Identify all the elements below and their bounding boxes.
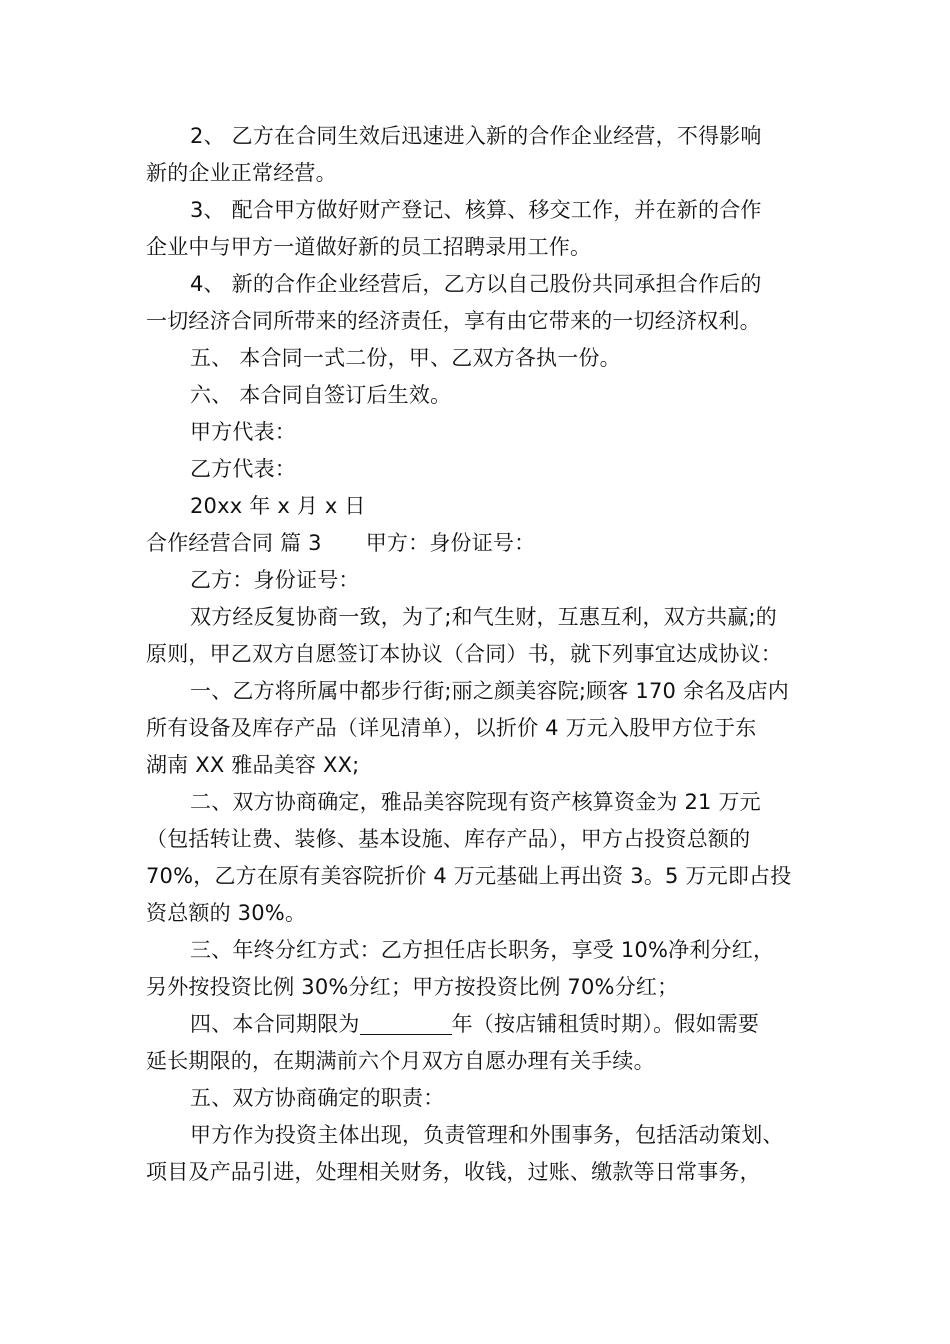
paragraph-line: 20xx 年 x 月 x 日 [190,494,366,518]
paragraph-line: 3、 配合甲方做好财产登记、核算、移交工作，并在新的合作 [190,198,762,222]
paragraph-line: 所有设备及库存产品（详见清单），以折价 4 万元入股甲方位于东 [146,716,757,740]
paragraph-line: 乙方代表： [190,457,296,481]
paragraph-line: 延长期限的，在期满前六个月双方自愿办理有关手续。 [146,1049,655,1073]
paragraph-line: 六、 本合同自签订后生效。 [190,383,452,407]
paragraph-line: 双方经反复协商一致，为了;和气生财，互惠互利，双方共赢;的 [190,605,777,629]
term-clause-prefix: 四、本合同期限为 [190,1012,360,1036]
paragraph-line: 70%，乙方在原有美容院折价 4 万元基础上再出资 3。5 万元即占投 [146,864,792,888]
paragraph-line: 2、 乙方在合同生效后迅速进入新的合作企业经营，不得影响 [190,124,762,148]
paragraph-line: 企业中与甲方一道做好新的员工招聘录用工作。 [146,235,592,259]
section-heading-line [146,525,812,562]
contract-terms-continued [146,118,812,525]
paragraph-line: 原则，甲乙双方自愿签订本协议（合同）书，就下列事宜达成协议： [146,642,782,666]
term-clause-line [146,1006,812,1043]
term-blank-field [360,1012,452,1035]
paragraph-line: 五、双方协商确定的职责： [190,1086,445,1110]
paragraph-line: 一切经济合同所带来的经济责任，享有由它带来的一切经济权利。 [146,309,761,333]
paragraph-line: 一、乙方将所属中都步行街;丽之颜美容院;顾客 170 余名及店内 [190,679,789,703]
paragraph-line: 甲方代表： [190,420,296,444]
section-heading: 合作经营合同 篇 3 [146,531,322,555]
contract-body [146,562,812,1006]
paragraph-line: 湖南 XX 雅品美容 XX; [146,753,360,777]
paragraph-line: （包括转让费、装修、基本设施、库存产品），甲方占投资总额的 [146,827,751,851]
paragraph-line: 新的企业正常经营。 [146,161,337,185]
paragraph-line: 甲方作为投资主体出现，负责管理和外围事务，包括活动策划、 [190,1123,784,1147]
document-page [146,118,812,1191]
paragraph-line: 乙方：身份证号： [190,568,360,592]
paragraph-line: 项目及产品引进，处理相关财务，收钱，过账、缴款等日常事务， [146,1160,761,1184]
paragraph-line: 资总额的 30%。 [146,901,307,925]
paragraph-line: 另外按投资比例 30%分红；甲方按投资比例 70%分红； [146,975,679,999]
paragraph-line: 三、年终分红方式：乙方担任店长职务，享受 10%净利分红， [190,938,775,962]
term-clause-suffix: 年（按店铺租赁时期）。假如需要 [451,1012,760,1036]
paragraph-line: 二、双方协商确定，雅品美容院现有资产核算资金为 21 万元 [190,790,761,814]
party-a-id-label: 甲方：身份证号： [365,531,536,555]
paragraph-line: 五、 本合同一式二份，甲、乙双方各执一份。 [190,346,621,370]
paragraph-line: 4、 新的合作企业经营后，乙方以自己股份共同承担合作后的 [190,272,762,296]
contract-body-continued [146,1043,812,1191]
